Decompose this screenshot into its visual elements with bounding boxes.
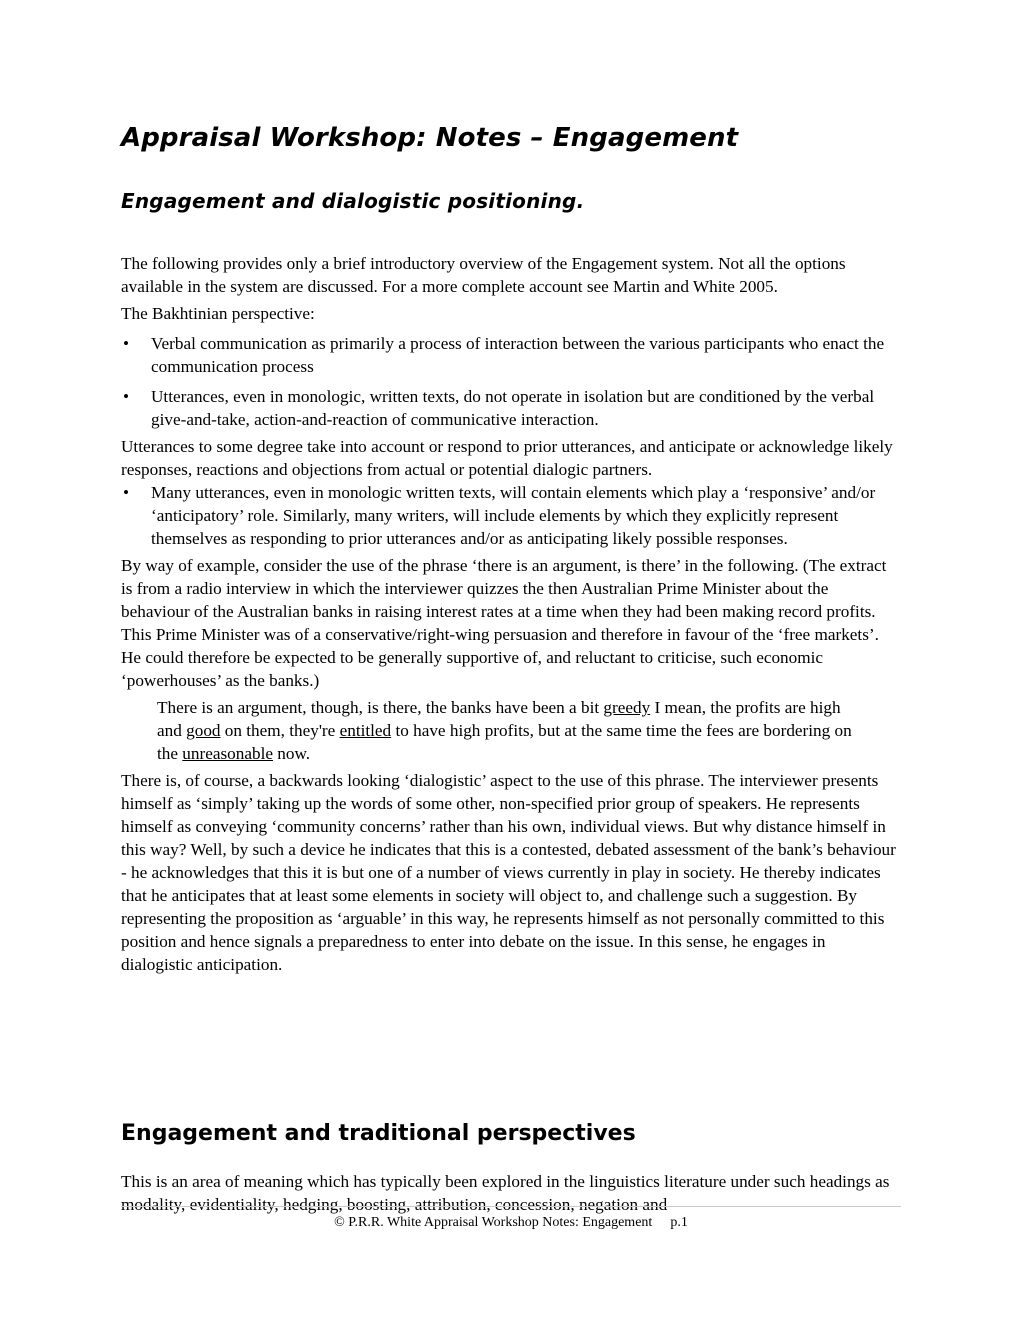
interview-quote <box>121 696 901 765</box>
quote-text: now. <box>272 744 311 763</box>
footer-divider <box>121 1206 901 1207</box>
traditional-paragraph: This is an area of meaning which has typically been explored in the linguistics literature under such headings as modality, evidentiality, hedging, boosting, attribution, concession, negation and <box>121 1172 890 1215</box>
intro-paragraph: The following provides only a brief introductory overview of the Engagement system. Not all the options available in the system are discussed. For a more complete account see Martin and White 2005. <box>121 254 846 296</box>
page-title: Appraisal Workshop: Notes – Engagement <box>121 123 739 153</box>
analysis-paragraph: There is, of course, a backwards looking ‘dialogistic’ aspect to the use of this phrase. The interviewer presents himself as ‘simply’ taking up the words of some other, non-specified prior group of speakers. He represents himself as conveying ‘community concerns’ rather than his own, individual views. But why distance himself in this way? Well, by such a device he indicates that this is a contested, debated assessment of the bank’s behaviour - he acknowledges that this it is but one of a number of views currently in play in society. He thereby indicates that he anticipates that at least some elements in society will object to, and challenge such a suggestion. By representing the proposition as ‘arguable’ in this way, he represents himself as not personally committed to this position and hence signals a preparedness to enter into debate on the issue. In this sense, he engages in dialogistic anticipation. <box>121 771 896 974</box>
section-heading-dialogistic: Engagement and dialogistic positioning. <box>121 189 585 213</box>
page-number: p.1 <box>670 1215 688 1230</box>
bullet-text: Verbal communication as primarily a process of interaction between the various participants who enact the communication process <box>151 334 885 376</box>
utterances-paragraph: Utterances to some degree take into account or respond to prior utterances, and anticipate or acknowledge likely responses, reactions and objections from actual or potential dialogic partners. <box>121 437 893 479</box>
bullet-item <box>121 332 901 378</box>
section-heading-traditional: Engagement and traditional perspectives <box>121 1121 636 1146</box>
bullet-text: Many utterances, even in monologic written texts, will contain elements which play a ‘responsive’ and/or ‘anticipatory’ role. Similarly, many writers, will include elements by which they explicitly represent themselves as responding to prior utterances and/or as anticipating likely possible responses. <box>151 483 876 548</box>
bullet-glyph: • <box>122 483 130 502</box>
responsive-bullets <box>121 481 901 550</box>
bakhtinian-bullets <box>121 332 901 431</box>
quote-underlined-word: unreasonable <box>182 744 273 763</box>
quote-text: to have high profits, but at the same time the fees are bordering on the <box>157 721 852 763</box>
bullet-item <box>121 385 901 431</box>
bullet-text: Utterances, even in monologic, written texts, do not operate in isolation but are conditioned by the verbal give-and-take, action-and-reaction of communicative interaction. <box>151 387 875 429</box>
bullet-glyph: • <box>122 334 130 353</box>
example-paragraph: By way of example, consider the use of the phrase ‘there is an argument, is there’ in the following. (The extract is from a radio interview in which the interviewer quizzes the then Australian Prime Minister about the behaviour of the Australian banks in raising interest rates at a time when they had been making record profits. This Prime Minister was of a conservative/right-wing persuasion and therefore in favour of the ‘free markets’. He could therefore be expected to be generally supportive of, and reluctant to criticise, such economic ‘powerhouses’ as the banks.) <box>121 556 887 690</box>
footer-text: © P.R.R. White Appraisal Workshop Notes: Engagement <box>334 1215 653 1230</box>
bakhtinian-label: The Bakhtinian perspective: <box>121 304 315 323</box>
quote-text: on them, they're <box>220 721 340 740</box>
bullet-item <box>121 481 901 550</box>
main-body <box>121 252 901 976</box>
bullet-glyph: • <box>122 387 130 406</box>
quote-underlined-word: good <box>186 721 221 740</box>
quote-text: There is an argument, though, is there, the banks have been a bit <box>157 698 604 717</box>
page-footer <box>121 1214 901 1232</box>
quote-text: I mean, the profits are high and <box>157 698 841 740</box>
quote-underlined-word: greedy <box>603 698 651 717</box>
quote-underlined-word: entitled <box>339 721 392 740</box>
